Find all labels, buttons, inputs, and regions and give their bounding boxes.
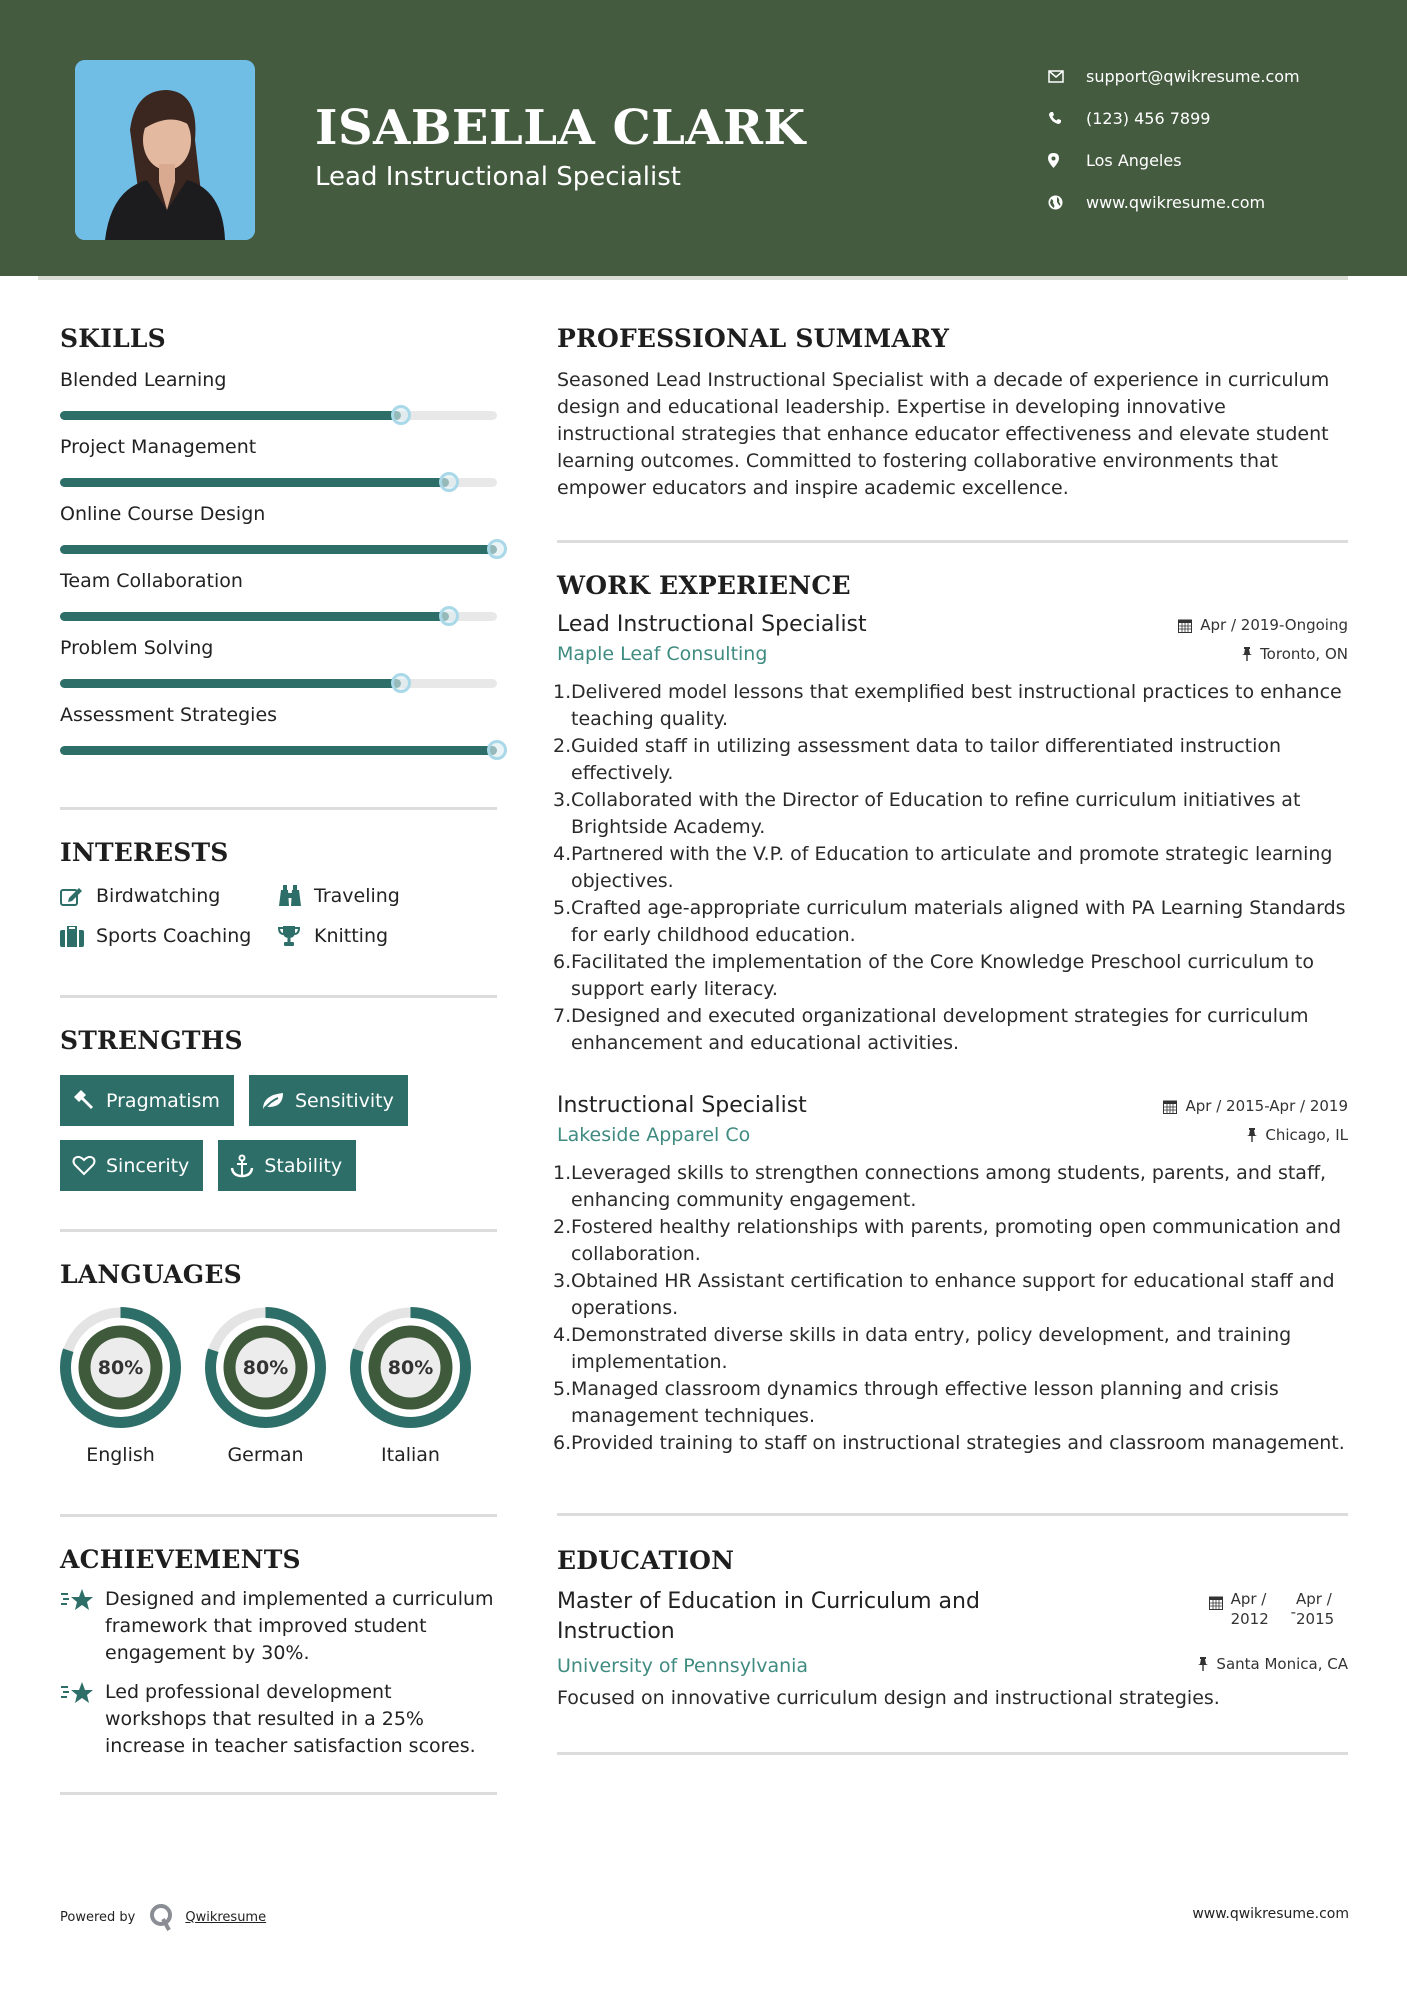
skill-bar [60,478,497,487]
envelope-icon [1048,70,1086,83]
resume-header [0,0,1407,276]
contact-location [1048,139,1300,181]
qwikresume-logo-icon [149,1903,175,1931]
skill-bar [60,411,497,420]
language-ring-chart [350,1307,471,1428]
section-divider [557,1513,1348,1516]
shooting-star-icon [60,1679,105,1760]
job-entry [553,612,1348,1057]
contact-phone[interactable] [1048,97,1300,139]
strength-badge: Stability [218,1140,356,1191]
job-title: Lead Instructional Specialist [557,612,867,637]
skill-bar-knob [439,606,459,626]
job-bullet: 1. Leveraged skills to strengthen connections among students, parents, and staff, enhancing community engagement. [553,1162,1327,1211]
job-dates: Apr / 2019-Ongoing [1178,616,1348,634]
interest-item: Traveling [278,885,478,907]
language-item [350,1307,471,1466]
strengths-heading: STRENGTHS [60,1026,243,1055]
summary-text: Seasoned Lead Instructional Specialist with a decade of experience in curriculum design and educational leadership. Expertise in developing innovative instructional strategies that enhance educator effectiveness and elevate student learning outcomes. Committed to fostering collaborative environments that empower educators and inspire academic excellence. [557,369,1330,499]
anchor-icon [230,1154,264,1178]
job-bullet: 1. Delivered model lessons that exemplified best instructional practices to enhance teaching quality. [553,681,1342,730]
contact-email-text: support@qwikresume.com [1086,66,1300,86]
language-ring-chart [60,1307,181,1428]
summary-section [557,324,1348,502]
calendar-icon [1178,618,1192,633]
interests-heading: INTERESTS [60,838,229,867]
section-divider [557,1752,1348,1755]
job-bullets [553,1160,1348,1457]
job-bullet: 6. Provided training to staff on instructional strategies and classroom management. [553,1432,1345,1454]
strengths-section [60,1026,497,1191]
skill-bar-knob [391,673,411,693]
languages-heading: LANGUAGES [60,1260,242,1289]
languages-section [60,1260,497,1466]
education-end-date: Apr / 2015 [1296,1590,1335,1628]
shooting-star-icon [60,1586,105,1667]
degree-title: Master of Education in Curriculum and Instruction [557,1589,980,1644]
achievements-section [60,1545,497,1760]
skill-label: Blended Learning [60,369,227,391]
skill-bar-fill [60,746,497,755]
heart-icon [72,1155,106,1176]
skill-bar-fill [60,545,497,554]
job-bullet: 4. Partnered with the V.P. of Education to articulate and promote strategic learning objectives. [553,843,1333,892]
skill-bar-fill [60,612,449,621]
contact-website-text: www.qwikresume.com [1086,192,1266,212]
skill-bar-fill [60,478,449,487]
skill-label: Assessment Strategies [60,704,278,726]
interest-item: Sports Coaching [60,925,278,947]
job-location: Chicago, IL [1247,1126,1348,1144]
skill-item [60,501,497,554]
gavel-icon [72,1090,106,1112]
school-name: University of Pennsylvania [557,1655,809,1677]
skill-bar-knob [439,472,459,492]
job-bullet: 2. Guided staff in utilizing assessment data to tailor differentiated instruction effectively. [553,735,1282,784]
job-bullet: 2. Fostered healthy relationships with parents, promoting open communication and collaboration. [553,1216,1342,1265]
job-bullet: 5. Managed classroom dynamics through effective lesson planning and crisis management techniques. [553,1378,1279,1427]
skills-section [60,324,497,755]
right-column [553,300,1348,1755]
job-bullet: 3. Obtained HR Assistant certification to enhance support for educational staff and operations. [553,1270,1335,1319]
job-bullets [553,679,1348,1057]
job-location: Toronto, ON [1242,645,1348,663]
contact-website[interactable] [1048,181,1300,223]
strength-badge: Sensitivity [249,1075,408,1126]
language-item [60,1307,181,1466]
contact-phone-text: (123) 456 7899 [1086,108,1211,128]
skill-item [60,367,497,420]
footer-website[interactable]: www.qwikresume.com [1192,1906,1349,1922]
company-name: Maple Leaf Consulting [557,643,768,665]
footer-powered-by: Powered by Qwikresume [60,1903,266,1931]
section-divider [60,1229,497,1232]
section-divider [60,807,497,810]
achievement-item: Designed and implemented a curriculum framework that improved student engagement by 30%. [60,1586,497,1667]
language-label: German [227,1444,304,1466]
strength-badge: Pragmatism [60,1075,234,1126]
job-dates: Apr / 2015-Apr / 2019 [1163,1097,1348,1115]
contact-list [1048,55,1300,223]
section-divider [60,1792,497,1795]
education-start-date: Apr / 2012 [1230,1590,1269,1628]
job-title: Instructional Specialist [557,1093,807,1118]
experience-section [553,571,1348,1457]
globe-icon [1048,195,1086,210]
header-divider [38,276,1348,280]
skill-bar [60,612,497,621]
education-location: Santa Monica, CA [1198,1655,1348,1673]
interests-section [60,838,497,947]
interest-item: Knitting [278,925,478,947]
job-bullet: 4. Demonstrated diverse skills in data entry, policy development, and training implementation. [553,1324,1292,1373]
calendar-icon [1163,1099,1177,1114]
svg-text:80%: 80% [242,1357,289,1379]
language-ring-chart [205,1307,326,1428]
skill-bar-fill [60,411,401,420]
education-heading: EDUCATION [557,1546,735,1575]
job-bullet: 5. Crafted age-appropriate curriculum materials aligned with PA Learning Standards for early childhood education. [553,897,1346,946]
skill-bar-knob [487,539,507,559]
skill-label: Project Management [60,436,257,458]
skill-label: Online Course Design [60,503,266,525]
skill-item [60,434,497,487]
binoculars-icon [278,885,314,907]
briefcase-icon [60,926,96,947]
candidate-name: ISABELLA CLARK [315,100,806,156]
achievements-heading: ACHIEVEMENTS [60,1545,301,1574]
skill-item [60,568,497,621]
trophy-icon [278,925,314,947]
svg-text:80%: 80% [387,1357,434,1379]
job-entry [553,1093,1348,1457]
thumbtack-icon [1247,1128,1257,1142]
language-label: Italian [381,1444,440,1466]
svg-text:80%: 80% [97,1357,144,1379]
section-divider [557,540,1348,543]
left-column [60,300,497,1795]
job-bullet: 3. Collaborated with the Director of Education to refine curriculum initiatives at Brightside Academy. [553,789,1301,838]
skill-label: Problem Solving [60,637,214,659]
map-marker-icon [1048,153,1086,168]
skill-label: Team Collaboration [60,570,243,592]
strength-badge: Sincerity [60,1140,203,1191]
leaf-icon [261,1091,295,1111]
summary-heading: PROFESSIONAL SUMMARY [557,324,950,353]
education-description: Focused on innovative curriculum design and instructional strategies. [557,1687,1220,1709]
achievement-item: Led professional development workshops that resulted in a 25% increase in teacher satisfaction scores. [60,1679,497,1760]
qwikresume-link[interactable]: Qwikresume [185,1909,267,1925]
skill-bar-knob [487,740,507,760]
skill-item [60,702,497,755]
company-name: Lakeside Apparel Co [557,1124,751,1146]
education-section [557,1546,1348,1712]
language-item [205,1307,326,1466]
contact-email[interactable] [1048,55,1300,97]
skill-bar [60,679,497,688]
skills-heading: SKILLS [60,324,166,353]
skill-item [60,635,497,688]
candidate-title: Lead Instructional Specialist [315,162,681,192]
skill-bar [60,545,497,554]
experience-heading: WORK EXPERIENCE [557,571,851,600]
calendar-icon [1209,1595,1223,1610]
skill-bar [60,746,497,755]
thumbtack-icon [1242,647,1252,661]
section-divider [60,995,497,998]
skill-bar-fill [60,679,401,688]
job-bullet: 6. Facilitated the implementation of the Core Knowledge Preschool curriculum to support early literacy. [553,951,1314,1000]
interest-item: Birdwatching [60,885,278,907]
language-label: English [86,1444,155,1466]
job-bullet: 7. Designed and executed organizational development strategies for curriculum enhancement and educational activities. [553,1005,1309,1054]
skill-bar-knob [391,405,411,425]
phone-icon [1048,111,1086,125]
thumbtack-icon [1198,1657,1208,1671]
section-divider [60,1514,497,1517]
contact-location-text: Los Angeles [1086,150,1182,170]
edit-icon [60,886,96,906]
profile-photo [75,60,255,240]
education-dates: Apr / 2012 - Apr / 2015 [1209,1589,1348,1629]
